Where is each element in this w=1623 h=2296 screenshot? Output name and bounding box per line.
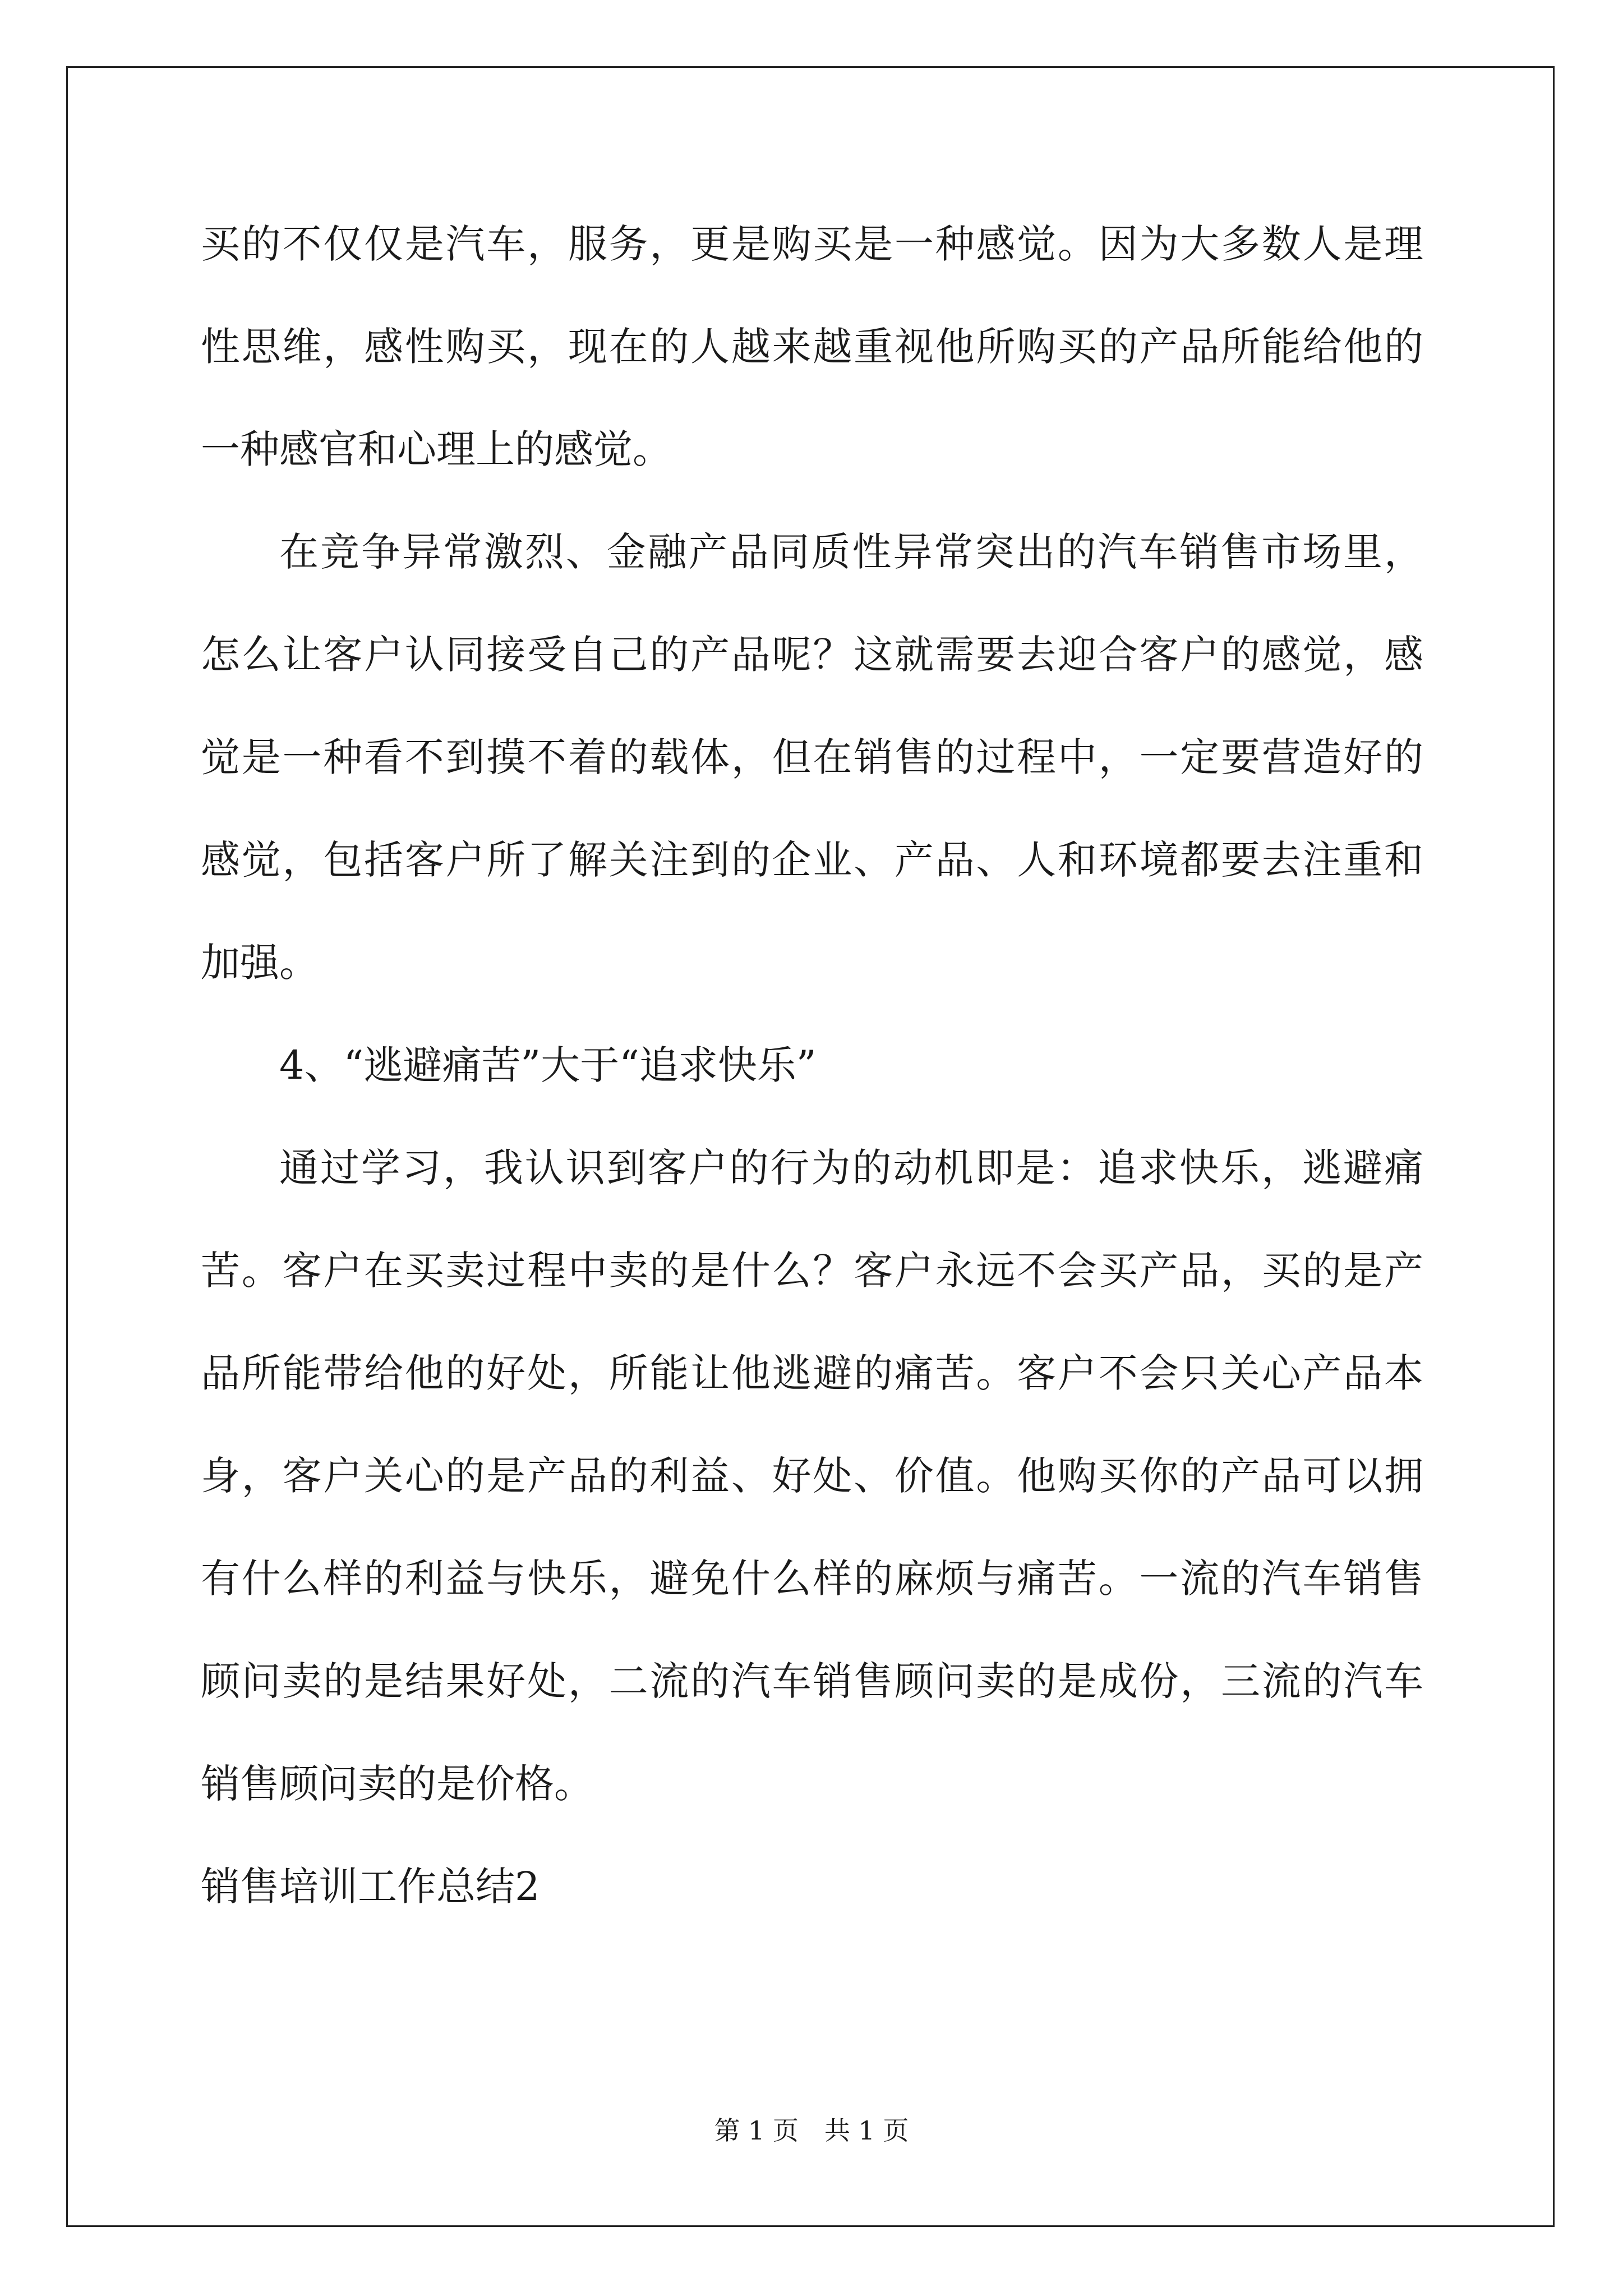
page-number-footer: 第 1 页 共 1 页 bbox=[714, 2115, 909, 2146]
paragraph-line: 苦。客户在买卖过程中卖的是什么？客户永远不会买产品，买的是产 bbox=[201, 1248, 1423, 1294]
paragraph-line: 在竞争异常激烈、金融产品同质性异常突出的汽车销售市场里， bbox=[279, 529, 1423, 575]
paragraph-line: 加强。 bbox=[201, 940, 319, 986]
numbered-heading: 4、“逃避痛苦”大于“追求快乐” bbox=[279, 1042, 817, 1088]
paragraph-line: 觉是一种看不到摸不着的载体，但在销售的过程中，一定要营造好的 bbox=[201, 734, 1423, 780]
paragraph-line: 性思维，感性购买，现在的人越来越重视他所购买的产品所能给他的 bbox=[201, 324, 1423, 370]
paragraph-line: 买的不仅仅是汽车，服务，更是购买是一种感觉。因为大多数人是理 bbox=[201, 221, 1423, 267]
paragraph-line: 销售顾问卖的是价格。 bbox=[201, 1761, 593, 1807]
paragraph-line: 怎么让客户认同接受自己的产品呢？这就需要去迎合客户的感觉，感 bbox=[201, 632, 1423, 678]
paragraph-line: 顾问卖的是结果好处，二流的汽车销售顾问卖的是成份，三流的汽车 bbox=[201, 1658, 1423, 1704]
paragraph-line: 感觉，包括客户所了解关注到的企业、产品、人和环境都要去注重和 bbox=[201, 837, 1423, 883]
paragraph-line: 身，客户关心的是产品的利益、好处、价值。他购买你的产品可以拥 bbox=[201, 1453, 1423, 1499]
paragraph-line: 一种感官和心理上的感觉。 bbox=[201, 426, 672, 472]
paragraph-line: 有什么样的利益与快乐，避免什么样的麻烦与痛苦。一流的汽车销售 bbox=[201, 1556, 1423, 1602]
paragraph-line: 品所能带给他的好处，所能让他逃避的痛苦。客户不会只关心产品本 bbox=[201, 1350, 1423, 1396]
document-body bbox=[201, 219, 1423, 1964]
section-title: 销售培训工作总结2 bbox=[201, 1864, 540, 1910]
paragraph-line: 通过学习，我认识到客户的行为的动机即是：追求快乐，逃避痛 bbox=[279, 1145, 1423, 1191]
